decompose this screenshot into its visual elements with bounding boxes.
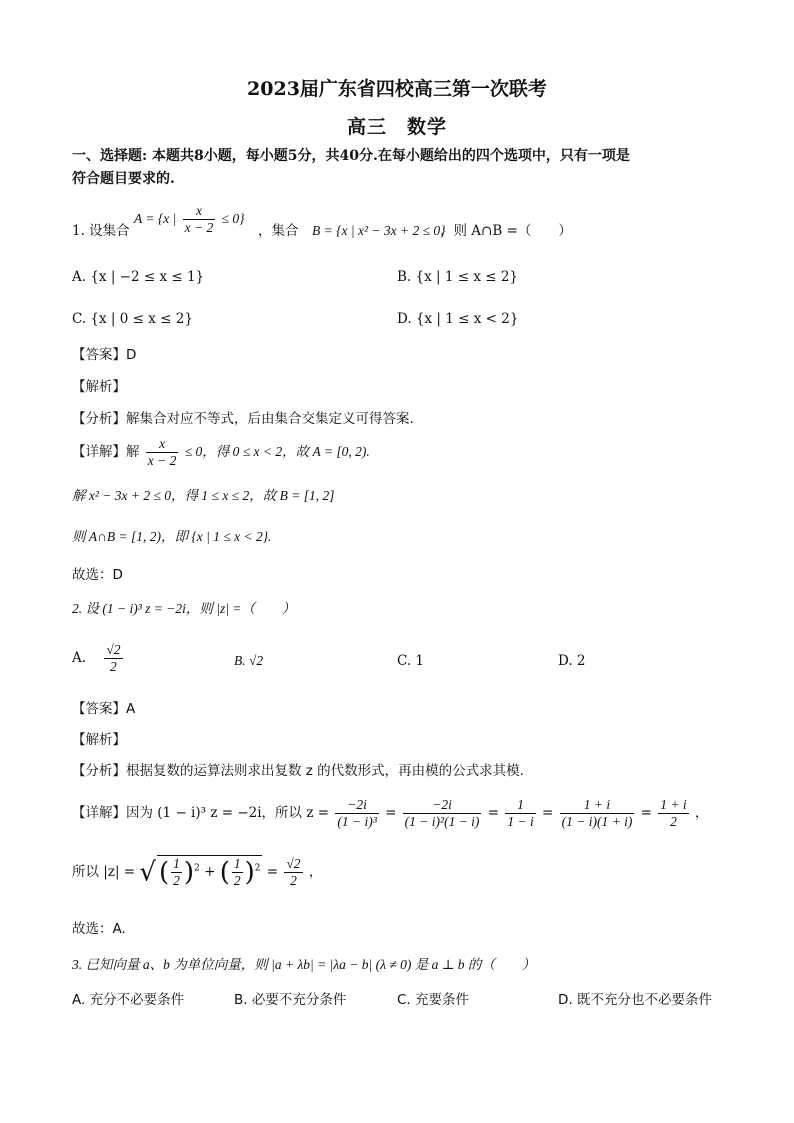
q1-option-b: B. {x | 1 ≤ x ≤ 2} [397, 269, 519, 285]
question-2-stem: 2. 设 (1 − i)³ z = −2i，则 |z| =（ ） [72, 601, 296, 616]
q1-fenxi: 【分析】解集合对应不等式，后由集合交集定义可得答案. [72, 411, 414, 427]
q2-choose: 故选：A. [72, 921, 126, 937]
q3-option-c: C. 充要条件 [397, 992, 470, 1008]
q3-option-a: A. 充分不必要条件 [72, 992, 185, 1008]
q2-fenxi: 【分析】根据复数的运算法则求出复数 z 的代数形式，再由模的公式求其模. [72, 763, 524, 779]
question-3-stem: 3. 已知向量 a、b 为单位向量，则 |a + λb| = |λa − b| (λ ≠ 0) 是 a ⊥ b 的（ ） [72, 957, 536, 972]
q2-modulus: 所以 |z| = √ ( $\frac{1}{2}$ )$^2$ + ( $\frac{1}{2}$ )$^2$ = $\frac{√2}{2}$ ， [72, 856, 323, 888]
q2-answer: 【答案】A [72, 701, 136, 717]
question-1-stem [72, 222, 130, 240]
q3-option-b: B. 必要不充分条件 [234, 992, 347, 1008]
section-heading: 一、选择题: 本题共8小题，每小题5分，共40分.在每小题给出的四个选项中，只有一项是 [72, 148, 630, 164]
q2-analysis-label: 【解析】 [72, 732, 126, 748]
q1-analysis-label: 【解析】 [72, 379, 126, 395]
q2-option-c: C. 1 [397, 653, 425, 669]
q1-mid: ，集合 [258, 223, 299, 239]
q2-option-d: D. 2 [558, 653, 586, 669]
q1-option-d: D. {x | 1 ≤ x < 2} [397, 311, 519, 327]
q1-line3: 则 A∩B = [1, 2)，即 {x | 1 ≤ x < 2}. [72, 529, 272, 544]
q2-option-a: A. $\frac{√2}{2}$ [72, 642, 121, 674]
q1-choose: 故选：D [72, 567, 123, 583]
q1-option-c: C. {x | 0 ≤ x ≤ 2} [72, 311, 193, 327]
section-heading-cont: 符合题目要求的. [72, 171, 175, 187]
q1-xiangjie: 【详解】解 $\frac{x}{x - 2}$ ≤ 0，得 0 ≤ x < 2，故 A = [0, 2). [72, 436, 370, 468]
q1-answer: 【答案】D [72, 347, 137, 363]
q1-line2: 解 x² − 3x + 2 ≤ 0，得 1 ≤ x ≤ 2，故 B = [1, 2] [72, 488, 335, 503]
q1-set-a: A = {x | $\frac{x}{x - 2}$ ≤ 0} [134, 203, 245, 235]
page-title: 2023届广东省四校高三第一次联考 [247, 78, 547, 100]
q3-option-d: D. 既不充分也不必要条件 [558, 992, 712, 1008]
q1-set-b: B = {x | x² − 3x + 2 ≤ 0} [312, 223, 446, 238]
q1-option-a: A. {x | −2 ≤ x ≤ 1} [72, 269, 205, 285]
q2-option-b: B. √2 [234, 653, 264, 668]
q1-tail: ，则 A∩B =（ ） [440, 223, 572, 239]
q1-number: 1. 设集合 [72, 223, 130, 239]
page-subtitle: 高三 数学 [346, 116, 447, 138]
q2-xiangjie: 【详解】因为 (1 − i)³ z = −2i，所以 z = $\frac{-2i}{\text{(1 − i)³}}$ = $\frac{-2i}{\text{(1 − i)²(1 − i)}}$ = $\frac{1}{1 - i}$ = $\frac{1 + i}{(1 - i)(1 + i)}$ = $\frac{1 + i}{2}$ ， [72, 797, 709, 829]
